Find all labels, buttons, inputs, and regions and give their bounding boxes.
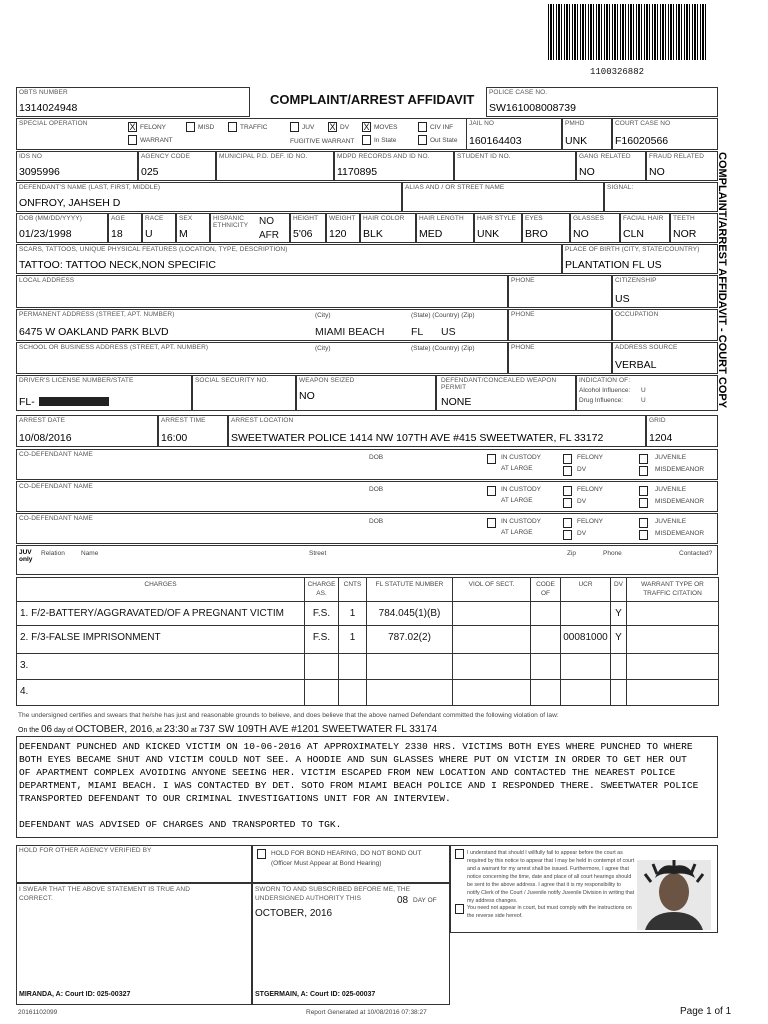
misdemeanor-checkbox[interactable]: [639, 466, 648, 476]
warrant-checkbox[interactable]: [128, 135, 137, 145]
juv-checkbox[interactable]: [290, 122, 299, 132]
defendant-name: ONFROY, JAHSEH D: [19, 197, 121, 209]
charges-cell: [610, 653, 627, 680]
charges-cell: [626, 679, 719, 706]
charges-cell: [560, 679, 611, 706]
charges-header: CHARGES: [16, 577, 305, 602]
moves-checkbox[interactable]: X: [363, 122, 370, 132]
charges-header: CHARGE AS.: [304, 577, 339, 602]
form-title: COMPLAINT/ARREST AFFIDAVIT: [270, 92, 475, 107]
understand-checkbox[interactable]: [455, 849, 464, 859]
juvenile-checkbox[interactable]: [639, 454, 648, 464]
charges-cell: [366, 653, 453, 680]
codefendant-row: CO-DEFENDANT NAME DOB IN CUSTODY AT LARGE FELONY DV JUVENILE MISDEMEANOR: [16, 449, 718, 480]
special-operation-row: SPECIAL OPERATION: [16, 118, 718, 150]
notary-signature: STGERMAIN, A: Court ID: 025-00037: [255, 991, 376, 998]
misd-checkbox[interactable]: [186, 122, 195, 132]
out-state-checkbox[interactable]: [418, 135, 427, 145]
charges-header: FL STATUTE NUMBER: [366, 577, 453, 602]
charges-cell: [452, 625, 531, 654]
charges-cell: 1. F/2-BATTERY/AGGRAVATED/OF A PREGNANT VICTIM: [16, 601, 305, 626]
charges-cell: [530, 601, 561, 626]
charges-cell: [560, 653, 611, 680]
charges-cell: 1: [338, 601, 367, 626]
charges-cell: [366, 679, 453, 706]
misdemeanor-checkbox[interactable]: [639, 498, 648, 508]
traffic-checkbox[interactable]: [228, 122, 237, 132]
charges-cell: [338, 653, 367, 680]
barcode-number: 1100326882: [590, 67, 645, 77]
redaction-bar: [39, 397, 109, 406]
in-custody-checkbox[interactable]: [487, 486, 496, 496]
charges-cell: F.S.: [304, 601, 339, 626]
juvenile-checkbox[interactable]: [639, 486, 648, 496]
charges-cell: 787.02(2): [366, 625, 453, 654]
in-custody-checkbox[interactable]: [487, 518, 496, 528]
charges-cell: [530, 625, 561, 654]
charges-cell: [452, 601, 531, 626]
charges-cell: [626, 601, 719, 626]
charges-cell: [530, 679, 561, 706]
charges-cell: 784.045(1)(B): [366, 601, 453, 626]
charges-header: CODE OF: [530, 577, 561, 602]
charges-cell: Y: [610, 601, 627, 626]
certify-text: The undersigned certifies and swears that he/she has just and reasonable grounds to believe, and does believe that the above named Defendant committed the following violation of law:: [18, 712, 559, 719]
juvenile-checkbox[interactable]: [639, 518, 648, 528]
charges-cell: [452, 653, 531, 680]
felony-checkbox[interactable]: [563, 454, 572, 464]
side-court-copy-label: COMPLAINT/ARREST AFFIDAVIT - COURT COPY: [716, 152, 728, 409]
narrative-text: DEFENDANT PUNCHED AND KICKED VICTIM ON 10-06-2016 AT APPROXIMATELY 2330 HRS. VICTIMS BOTH EYES WHERE PUNCHED TO WHERE BOTH EYES BECAME SHUT AND VICTIM COULD NOT SEE. A HOODIE AND SUN GLASSES WHERE PUT ON VICTIM IN ORDER TO GET HER OUT OF APARTMENT COMPLEX AVOIDING ANYONE SEEING HER. VICTIM ESCAPED FROM NEW LOCATION AND CONTACTED THE NEAREST POLICE DEPARTMENT, MIAMI BEACH. I WAS CONTACTED BY DET. SOTO FROM MIAMI BEACH POLICE AND I RESPONDED THERE. SWEETWATER POLICE TRANSPORTED DEFENDANT TO OUR CRIMINAL INVESTIGATIONS UNIT FOR AN INTERVIEW. DEFENDANT WAS ADVISED OF CHARGES AND TRANSPORTED TO TGK.: [19, 741, 699, 830]
codefendant-row: CO-DEFENDANT NAME DOB IN CUSTODY AT LARGE FELONY DV JUVENILE MISDEMEANOR: [16, 513, 718, 544]
page-number: Page 1 of 1: [680, 1006, 732, 1017]
obts-cell: OBTS NUMBER 1314024948: [16, 87, 250, 117]
charges-cell: [338, 679, 367, 706]
charges-cell: Y: [610, 625, 627, 654]
charges-cell: 4.: [16, 679, 305, 706]
dv-checkbox[interactable]: [563, 530, 572, 540]
charges-cell: [304, 653, 339, 680]
charges-cell: F.S.: [304, 625, 339, 654]
charges-cell: [610, 679, 627, 706]
charges-cell: [626, 625, 719, 654]
charges-cell: 00081000: [560, 625, 611, 654]
defendant-photo: [637, 860, 711, 930]
barcode-icon: [548, 4, 708, 60]
obts-number: 1314024948: [19, 102, 78, 114]
in-state-checkbox[interactable]: [362, 135, 371, 145]
officer-signature: MIRANDA, A: Court ID: 025-00327: [19, 991, 131, 998]
hold-bond-checkbox[interactable]: [257, 849, 266, 859]
charges-cell: [304, 679, 339, 706]
charges-cell: [530, 653, 561, 680]
violation-date-line: On the 06 day of OCTOBER, 2016, at 23:30 at 737 SW 109TH AVE #1201 SWEETWATER FL 33174: [18, 724, 438, 735]
charges-header: WARRANT TYPE OR TRAFFIC CITATION: [626, 577, 719, 602]
charges-header: DV: [610, 577, 627, 602]
codefendant-row: CO-DEFENDANT NAME DOB IN CUSTODY AT LARGE FELONY DV JUVENILE MISDEMEANOR: [16, 481, 718, 512]
charges-cell: 2. F/3-FALSE IMPRISONMENT: [16, 625, 305, 654]
misdemeanor-checkbox[interactable]: [639, 530, 648, 540]
police-case-cell: POLICE CASE NO. SW161008008739: [486, 87, 718, 117]
dv-checkbox[interactable]: [563, 498, 572, 508]
charges-cell: [560, 601, 611, 626]
charges-cell: [452, 679, 531, 706]
charges-cell: [626, 653, 719, 680]
in-custody-checkbox[interactable]: [487, 454, 496, 464]
felony-checkbox[interactable]: [563, 486, 572, 496]
need-not-checkbox[interactable]: [455, 904, 464, 914]
charges-header: UCR: [560, 577, 611, 602]
juv-contact-row: JUV only Relation Name Street Zip Phone Contacted?: [16, 545, 718, 575]
charges-cell: 3.: [16, 653, 305, 680]
charges-cell: 1: [338, 625, 367, 654]
charges-header: CNTS: [338, 577, 367, 602]
dv-checkbox[interactable]: [563, 466, 572, 476]
civ-inf-checkbox[interactable]: [418, 122, 427, 132]
charges-header: VIOL OF SECT.: [452, 577, 531, 602]
felony-checkbox[interactable]: X: [129, 122, 136, 132]
felony-checkbox[interactable]: [563, 518, 572, 528]
dv-checkbox[interactable]: X: [329, 122, 336, 132]
